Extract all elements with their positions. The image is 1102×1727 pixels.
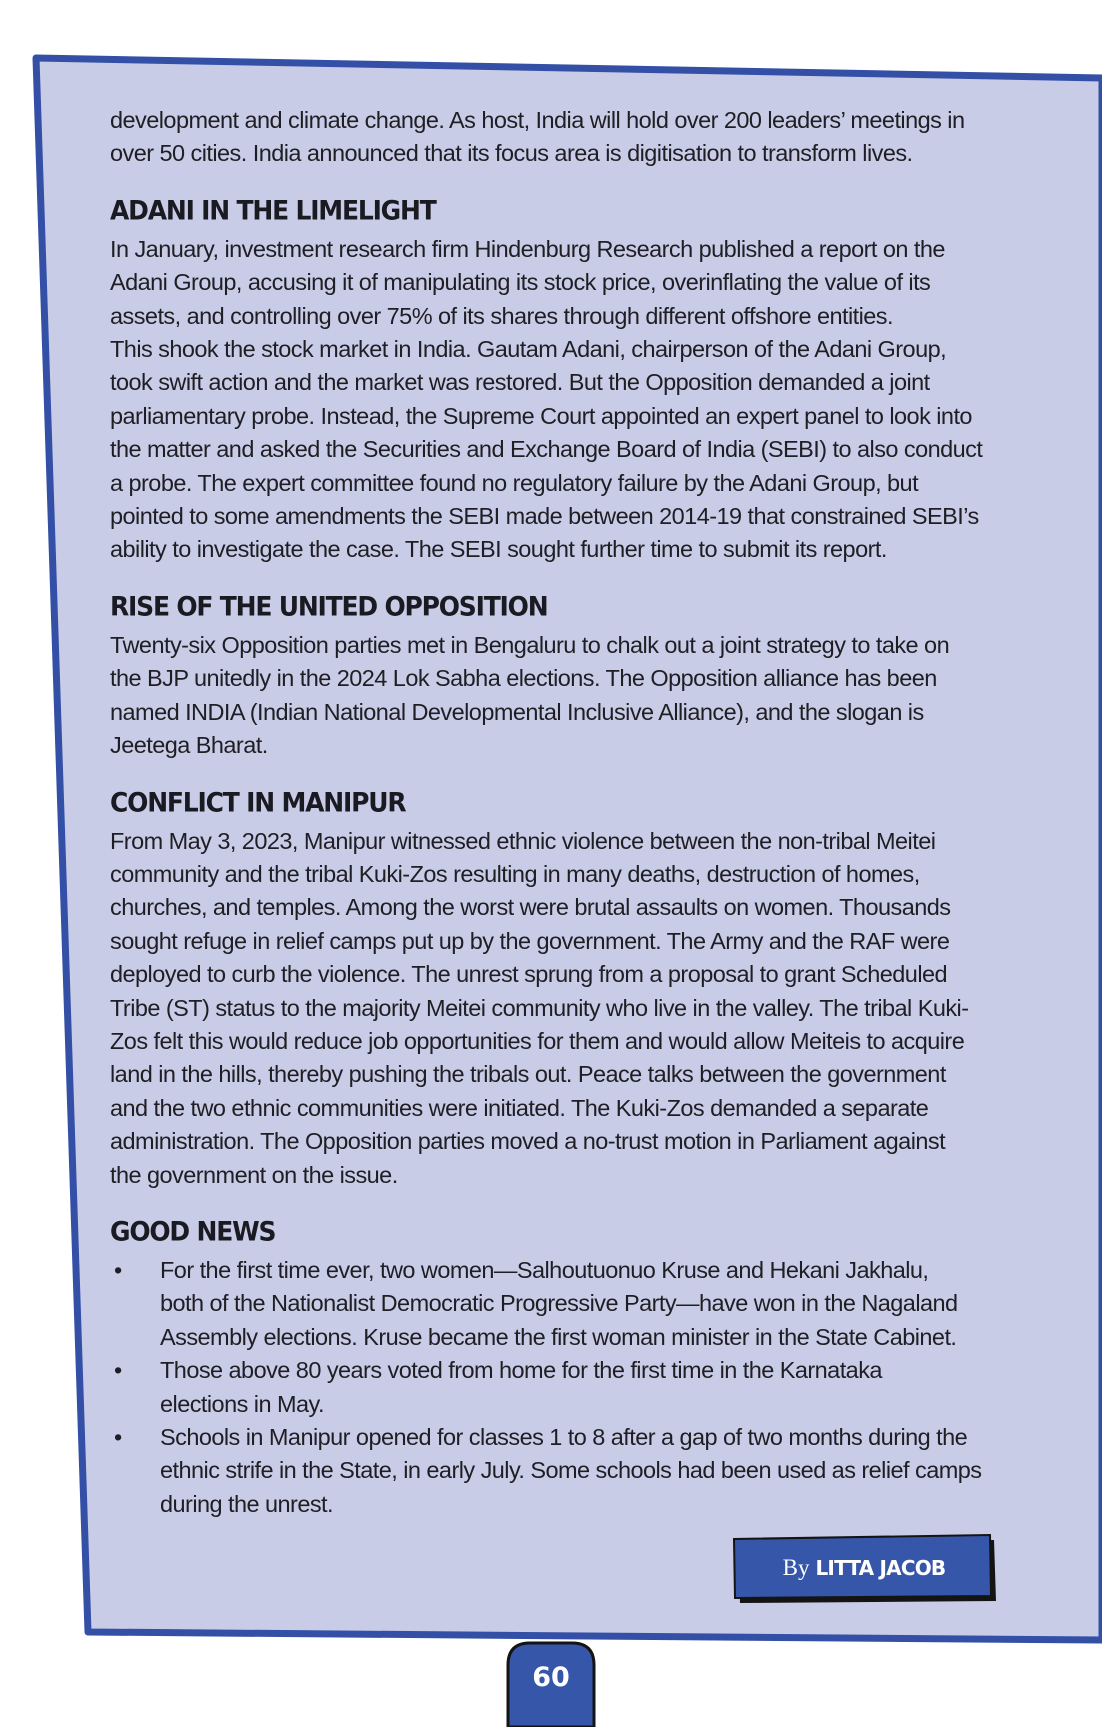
text-line: took swift action and the market was restored. But the Opposition demanded a joint [110,369,930,396]
text-line: Schools in Manipur opened for classes 1 to 8 after a gap of two months during the [160,1424,968,1450]
byline-prefix: By [782,1555,810,1580]
text-line: sought refuge in relief camps put up by the government. The Army and the RAF were [110,927,950,954]
text-line: deployed to curb the violence. The unrest sprung from a proposal to grant Scheduled [110,961,948,988]
text-line: Adani Group, accusing it of manipulating its stock price, overinflating the value of its [110,269,931,296]
text-line: named INDIA (Indian National Developmental Inclusive Alliance), and the slogan is [110,698,924,725]
section-good-news [110,1214,1000,1521]
section-heading: CONFLICT IN MANIPUR [110,786,406,818]
byline-author: LITTA JACOB [815,1556,946,1580]
text-line: a probe. The expert committee found no regulatory failure by the Adani Group, but [110,469,919,496]
list-item [110,1421,1000,1521]
section-heading: GOOD NEWS [110,1215,276,1248]
section-heading: RISE OF THE UNITED OPPOSITION [110,590,548,622]
bullet-icon: • [114,1424,122,1450]
text-line: For the first time ever, two women—Salhoutuonuo Kruse and Hekani Jakhalu, [160,1256,929,1283]
list-item [110,1354,1000,1421]
text-line: both of the Nationalist Democratic Progressive Party—have won in the Nagaland [160,1290,958,1317]
good-news-list [110,1254,1000,1521]
text-line: and the two ethnic communities were initiated. The Kuki-Zos demanded a separate [110,1094,929,1121]
text-line: the BJP unitedly in the 2024 Lok Sabha elections. The Opposition alliance has been [110,665,937,692]
text-line: Tribe (ST) status to the majority Meitei community who live in the valley. The tribal Kuki- [110,994,969,1021]
section-paragraph [110,825,1000,1192]
section-paragraph [110,233,1000,567]
section-paragraph [110,629,1000,763]
list-item [110,1254,1000,1354]
bullet-icon: • [114,1256,122,1283]
text-line: In January, investment research firm Hindenburg Research published a report on the [110,235,945,262]
text-line: This shook the stock market in India. Gautam Adani, chairperson of the Adani Group, [110,336,947,363]
page-number: 60 [532,1662,570,1693]
section-manipur [110,785,1000,1192]
section-heading: ADANI IN THE LIMELIGHT [110,194,436,226]
text-line: parliamentary probe. Instead, the Supreme Court appointed an expert panel to look into [110,402,972,429]
text-line: pointed to some amendments the SEBI made between 2014-19 that constrained SEBI’s [110,503,979,530]
text-line: development and climate change. As host, India will hold over 200 leaders’ meetings in [110,107,965,133]
text-line: the government on the issue. [110,1161,398,1188]
text-line: churches, and temples. Among the worst were brutal assaults on women. Thousands [110,894,951,921]
section-opposition [110,589,1000,763]
text-line: From May 3, 2023, Manipur witnessed ethnic violence between the non-tribal Meitei [110,827,936,854]
text-line: Assembly elections. Kruse became the first woman minister in the State Cabinet. [160,1323,957,1350]
section-adani [110,193,1000,567]
text-line: Twenty-six Opposition parties met in Bengaluru to chalk out a joint strategy to take on [110,631,950,658]
text-line: the matter and asked the Securities and Exchange Board of India (SEBI) to also conduct [110,436,983,463]
article-body [110,104,1000,1521]
text-line: Zos felt this would reduce job opportunities for them and would allow Meiteis to acquire [110,1027,965,1054]
text-line: Those above 80 years voted from home for the first time in the Karnataka [160,1357,882,1384]
text-line: land in the hills, thereby pushing the tribals out. Peace talks between the government [110,1061,946,1088]
text-line: administration. The Opposition parties moved a no-trust motion in Parliament against [110,1128,946,1155]
text-line: during the unrest. [160,1490,333,1517]
text-line: ability to investigate the case. The SEBI sought further time to submit its report. [110,536,887,563]
byline [737,1539,991,1597]
text-line: Jeetega Bharat. [110,732,268,759]
text-line: ethnic strife in the State, in early July. Some schools had been used as relief camps [160,1457,982,1484]
text-line: elections in May. [160,1390,324,1417]
bullet-icon: • [114,1357,122,1384]
text-line: assets, and controlling over 75% of its shares through different offshore entities. [110,302,893,329]
intro-paragraph [110,104,1000,171]
text-line: over 50 cities. India announced that its focus area is digitisation to transform lives. [110,140,913,167]
text-line: community and the tribal Kuki-Zos resulting in many deaths, destruction of homes, [110,860,920,887]
